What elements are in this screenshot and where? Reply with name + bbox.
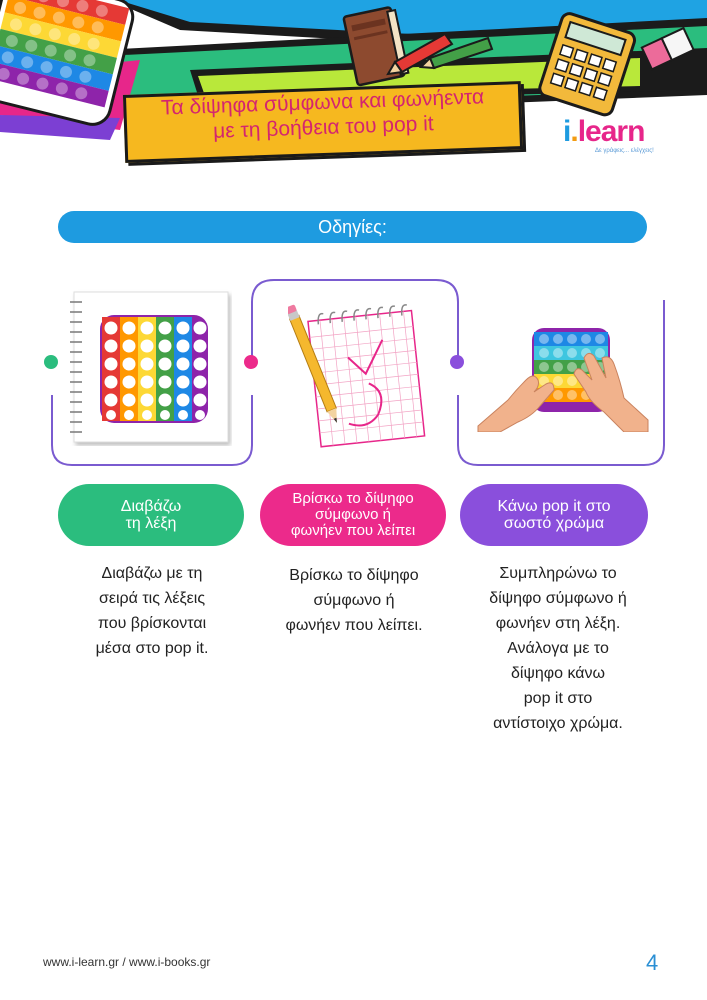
step-3-desc-line: Συμπληρώνω το xyxy=(499,565,617,582)
step-2-desc-line: Βρίσκω το δίψηφο xyxy=(289,567,419,584)
notebook-pop-it-image xyxy=(66,288,232,446)
step-1-title-line-1: Διαβάζω xyxy=(120,498,182,515)
step-3-title-pill xyxy=(460,484,648,546)
title-line-2: με τη βοήθεια του pop it xyxy=(212,112,435,143)
step-2-title-line-1: Βρίσκω το δίψηφο xyxy=(292,490,414,507)
instructions-bar: Οδηγίες: xyxy=(58,211,647,243)
step-3-description xyxy=(458,561,658,736)
page-number: 4 xyxy=(646,950,659,975)
step-3-title-line-2: σωστό χρώμα xyxy=(503,515,605,532)
step-1-desc-line: μέσα στο pop it. xyxy=(95,640,209,657)
step-3-dot xyxy=(450,355,464,369)
ilearn-logo xyxy=(563,117,673,161)
step-1-description xyxy=(60,561,244,661)
step-3-desc-line: αντίστοιχο χρώμα. xyxy=(493,715,623,732)
logo-tagline: Δε γράφεις... ελέγχεις! xyxy=(595,148,654,154)
step-1-desc-line: που βρίσκονται xyxy=(97,615,207,632)
logo-i: i xyxy=(563,115,571,148)
step-1-title-line-2: τη λέξη xyxy=(125,515,177,532)
notepad-pencil-image xyxy=(288,298,428,450)
step-3-desc-line: pop it στο xyxy=(523,690,593,707)
step-3-desc-line: Ανάλογα με το xyxy=(507,640,609,657)
step-3-desc-line: δίψηφο σύμφωνο ή xyxy=(489,590,627,607)
step-1-title-pill xyxy=(58,484,244,546)
logo-learn: learn xyxy=(577,115,645,148)
step-2-desc-line: φωνήεν που λείπει. xyxy=(285,617,423,634)
step-2-title-line-2: σύμφωνο ή xyxy=(315,506,391,523)
title-line-1: Τα δίψηφα σύμφωνα και φωνήεντα xyxy=(160,85,485,120)
step-2-title-pill xyxy=(260,484,446,546)
hands-pop-it-image xyxy=(474,320,652,432)
logo-dot: . xyxy=(570,115,578,148)
step-1-desc-line: Διαβάζω με τη xyxy=(101,565,203,582)
step-3-title-line-1: Κάνω pop it στο xyxy=(497,498,611,515)
step-3-desc-line: δίψηφο κάνω xyxy=(510,665,606,682)
step-2-dot xyxy=(244,355,258,369)
step-2-title-line-3: φωνήεν που λείπει xyxy=(290,522,416,539)
footer-websites: www.i-learn.gr / www.i-books.gr xyxy=(43,955,211,969)
step-2-description xyxy=(262,563,446,638)
step-2-desc-line: σύμφωνο ή xyxy=(313,592,395,609)
step-1-dot xyxy=(44,355,58,369)
step-1-desc-line: σειρά τις λέξεις xyxy=(98,590,206,607)
step-3-desc-line: φωνήεν στη λέξη. xyxy=(495,615,621,632)
